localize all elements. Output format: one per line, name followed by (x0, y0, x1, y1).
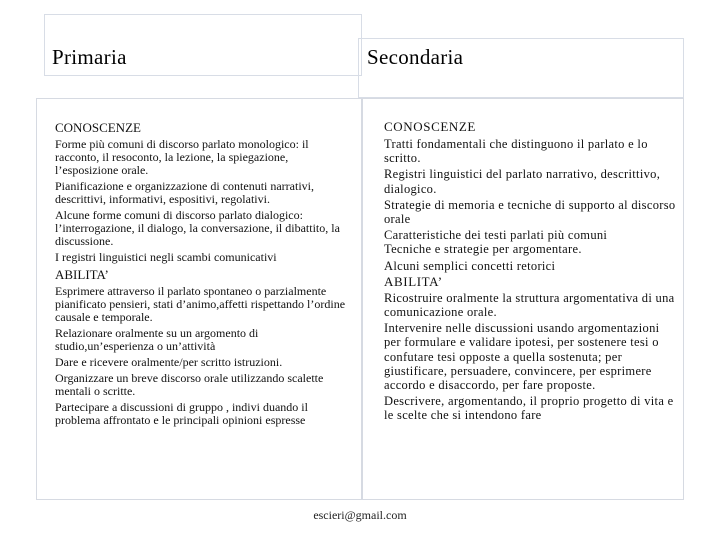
primaria-abilita-item: Esprimere attraverso il parlato spontaneo o parzialmente pianificato pensieri, stati d’animo,affetti rispettando l’ordine causale e temporale. (55, 284, 346, 324)
secondaria-abilita-heading: ABILITA’ (384, 273, 443, 289)
secondaria-abilita-item: Ricostruire oralmente la struttura argomentativa di una comunicazione orale. (384, 290, 675, 320)
secondaria-conoscenze-item: Registri linguistici del parlato narrativo, descrittivo, dialogico. (384, 167, 661, 196)
secondaria-conoscenze-heading: CONOSCENZE (384, 119, 476, 134)
footer-email: escieri@gmail.com (313, 508, 407, 522)
secondaria-conoscenze-item: Caratteristiche dei testi parlati più comuni (384, 228, 608, 243)
primaria-conoscenze-heading: CONOSCENZE (55, 120, 141, 135)
secondaria-abilita-item: Intervenire nelle discussioni usando argomentazioni per formulare e validare ipotesi, per sostenere tesi o confutare tesi opposte a quella sostenuta; per giustificare, persuadere, convincere, per esprimere accordo e disaccordo, per fare proposte. (384, 321, 660, 393)
secondaria-column (384, 119, 676, 423)
primaria-abilita-item: Relazionare oralmente su un argomento di studio,un’esperienza o un’attività (55, 326, 259, 353)
primaria-conoscenze-item: Pianificazione e organizzazione di contenuti narrativi, descrittivi, informativi, espositivi, regolativi. (55, 179, 315, 206)
secondaria-abilita-item: Descrivere, argomentando, il proprio progetto di vita e le scelte che si intendono fare (384, 394, 674, 423)
secondaria-conoscenze-item: Tratti fondamentali che distinguono il parlato e lo scritto. (384, 137, 648, 166)
secondaria-title: Secondaria (367, 45, 464, 69)
primaria-abilita-heading: ABILITA’ (55, 267, 109, 282)
primaria-column (55, 118, 353, 427)
primaria-conoscenze-item: Forme più comuni di discorso parlato monologico: il racconto, il resoconto, la lezione, la spiegazione, l’esposizione orale. (55, 137, 309, 177)
primaria-abilita-item: Dare e ricevere oralmente/per scritto istruzioni. (55, 355, 283, 369)
primaria-conoscenze-item: Alcune forme comuni di discorso parlato dialogico: l’interrogazione, il dialogo, la conversazione, il dibattito, la discussione. (55, 208, 340, 248)
secondaria-conoscenze-item: Alcuni semplici concetti retorici (384, 258, 556, 273)
primaria-title: Primaria (52, 45, 127, 69)
primaria-abilita-item: Partecipare a discussioni di gruppo , indivi duando il problema affrontato e le principali opinioni espresse (55, 400, 308, 427)
primaria-conoscenze-item: I registri linguistici negli scambi comunicativi (55, 250, 277, 264)
secondaria-conoscenze-item: Tecniche e strategie per argomentare. (384, 242, 582, 257)
secondaria-conoscenze-item: Strategie di memoria e tecniche di supporto al discorso orale (384, 197, 676, 227)
primaria-abilita-item: Organizzare un breve discorso orale utilizzando scalette mentali o scritte. (55, 371, 324, 398)
